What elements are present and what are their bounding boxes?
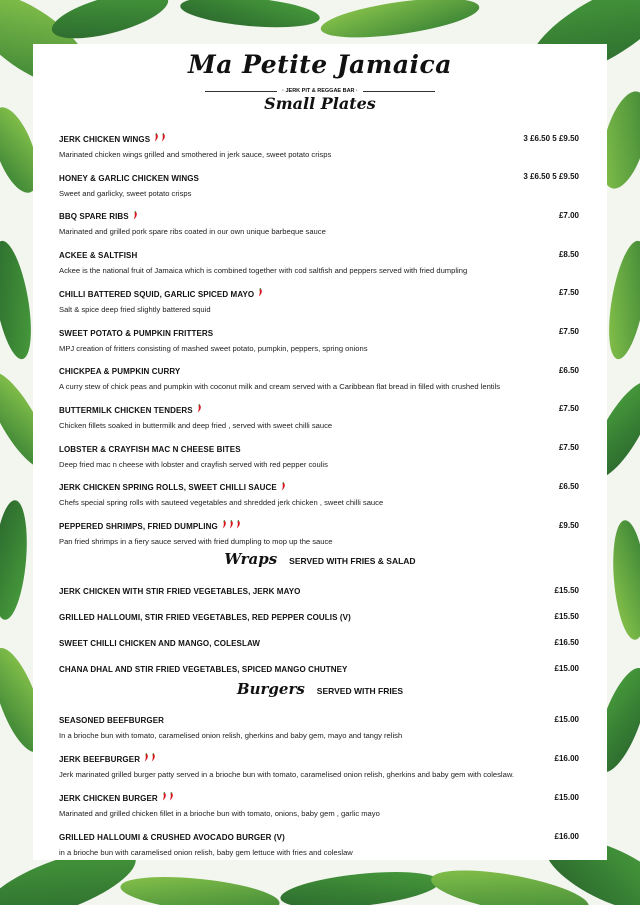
chili-pepper-icon [143,753,149,762]
menu-item-name-wrap [59,710,164,728]
menu-item [59,659,579,677]
menu-item [59,607,579,625]
wraps-subtitle: SERVED WITH FRIES & SALAD [289,556,416,566]
spice-level [280,482,286,491]
menu-item-name: JERK CHICKEN BURGER [59,794,158,803]
menu-item-name: GRILLED HALLOUMI, STIR FRIED VEGETABLES, RED PEPPER COULIS (V) [59,613,351,622]
menu-item-price: £15.50 [554,611,579,621]
menu-item-description: In a brioche bun with tomato, caramelised onion relish, gherkins and baby gem, mayo and tangy relish [59,731,403,740]
menu-item-name: CHANA DHAL AND STIR FRIED VEGETABLES, SPICED MANGO CHUTNEY [59,665,348,674]
menu-item-name-wrap [59,245,137,263]
menu-item-description: Pan fried shrimps in a fiery sauce served with fried dumpling to mop up the sauce [59,537,333,546]
divider [363,91,435,92]
menu-card [33,44,607,860]
menu-item [59,633,579,651]
menu-item-header [59,168,579,186]
menu-item-name: HONEY & GARLIC CHICKEN WINGS [59,173,199,183]
menu-item-name-wrap [59,439,241,457]
menu-item-name-wrap [59,607,351,625]
menu-item-header [59,439,579,457]
burgers-subtitle: SERVED WITH FRIES [316,686,404,696]
menu-item-price: £16.00 [554,831,579,841]
menu-item-description: MPJ creation of fritters consisting of mashed sweet potato, pumpkin, peppers, spring onions [59,343,368,353]
menu-item-name: JERK BEEFBURGER [59,755,141,764]
menu-item-description: Deep fried mac n cheese with lobster and crayfish served with red pepper coulis [59,459,328,469]
spice-level [143,753,156,762]
menu-item [59,477,579,507]
menu-item-name: ACKEE & SALTFISH [59,251,138,261]
menu-item-name-wrap [59,400,202,418]
menu-item-price: £15.50 [554,585,579,595]
spice-level [196,404,202,413]
menu-item-header [59,361,579,379]
menu-item [59,516,579,546]
wraps-header [33,550,607,568]
menu-item [59,129,579,159]
spice-level [132,211,138,220]
divider [205,91,277,92]
chili-pepper-icon [132,211,138,220]
menu-item-name: CHILLI BATTERED SQUID, GARLIC SPICED MAYO [59,289,255,299]
menu-item-description: Marinated and grilled chicken fillet in a brioche bun with tomato, onions, baby gem , garlic mayo [59,809,380,818]
menu-item-name: GRILLED HALLOUMI & CRUSHED AVOCADO BURGER (V) [59,833,285,842]
menu-item-name: LOBSTER & CRAYFISH MAC N CHEESE BITES [59,444,241,454]
menu-item-name: SWEET CHILLI CHICKEN AND MANGO, COLESLAW [59,639,261,648]
menu-item-description: Salt & spice deep fried slightly battered squid [59,304,211,314]
menu-item-name-wrap [59,827,285,845]
menu-item-price: £7.50 [558,327,579,336]
menu-item-name-wrap [59,633,260,651]
menu-item-name-wrap [59,477,286,495]
menu-item-name-wrap [59,284,263,302]
menu-item-price: £7.00 [558,210,579,220]
chili-pepper-icon [168,792,174,801]
menu-item-price: 3 £6.50 5 £9.50 [523,133,579,143]
menu-item-description: Chicken fillets soaked in buttermilk and deep fried , served with sweet chilli sauce [59,420,333,430]
menu-item-header [59,607,579,625]
menu-item-header [59,477,579,495]
chili-pepper-icon [196,404,202,413]
menu-item-header [59,788,579,806]
menu-item [59,245,579,275]
menu-item-header [59,710,579,728]
menu-item-price: £8.50 [558,249,579,259]
menu-item [59,284,579,314]
menu-item-description: in a brioche bun with caramelised onion relish, baby gem lettuce with fries and coleslaw [59,848,353,857]
menu-item-header [59,749,579,767]
burgers-header [33,680,607,698]
menu-item-price: £6.50 [558,365,579,375]
chili-pepper-icon [257,288,263,297]
menu-item-header [59,633,579,651]
menu-item-description: Marinated chicken wings grilled and smothered in jerk sauce, sweet potato crisps [59,150,332,159]
menu-item-price: £15.00 [554,663,579,673]
section-title-small-plates: Small Plates [264,94,376,113]
menu-item [59,710,579,740]
menu-item-name-wrap [59,323,213,341]
menu-item-description: Ackee is the national fruit of Jamaica which is combined together with cod saltfish and peppers served with fried dumpling [59,266,468,276]
chili-pepper-icon [235,520,241,529]
menu-item-name: JERK CHICKEN WITH STIR FRIED VEGETABLES, JERK MAYO [59,587,301,596]
chili-pepper-icon [221,520,227,529]
menu-item-name: JERK CHICKEN WINGS [59,135,151,144]
menu-item-price: £7.50 [558,404,579,414]
menu-item [59,749,579,779]
chili-pepper-icon [161,792,167,801]
section-title-burgers: Burgers [236,680,305,698]
menu-item-name-wrap [59,749,156,767]
menu-item-name-wrap [59,361,180,379]
menu-item-header [59,581,579,599]
menu-item-header [59,516,579,534]
section-title-wraps: Wraps [224,550,278,568]
menu-item-price: £16.50 [554,637,579,647]
menu-item-name: JERK CHICKEN SPRING ROLLS, SWEET CHILLI SAUCE [59,483,277,493]
chili-pepper-icon [153,133,159,142]
menu-item [59,581,579,599]
menu-item-header [59,206,579,224]
menu-item-price: £15.00 [554,714,579,724]
menu-item-header [59,245,579,263]
menu-item [59,168,579,198]
menu-item [59,827,579,857]
spice-level [257,288,263,297]
menu-item-name: SWEET POTATO & PUMPKIN FRITTERS [59,328,214,338]
menu-item-name-wrap [59,206,138,224]
spice-level [221,520,241,529]
menu-item-header [59,284,579,302]
menu-item-name: BBQ SPARE RIBS [59,212,129,222]
menu-item-description: Marinated and grilled pork spare ribs coated in our own unique barbeque sauce [59,227,326,237]
spice-level [153,133,166,142]
menu-item-description: Sweet and garlicky, sweet potato crisps [59,188,192,198]
menu-item-price: £7.50 [558,443,579,453]
restaurant-logo: Ma Petite Jamaica [188,50,452,79]
menu-item [59,206,579,236]
menu-item-header [59,400,579,418]
chili-pepper-icon [150,753,156,762]
menu-item-name-wrap [59,659,347,677]
menu-item-description: A curry stew of chick peas and pumpkin with coconut milk and cream served with a Caribbean flat bread in filled with crushed lentils [59,382,501,392]
chili-pepper-icon [228,520,234,529]
menu-item-price: £15.00 [554,792,579,802]
menu-item-price: £16.00 [554,753,579,763]
menu-item-header [59,659,579,677]
spice-level [161,792,174,801]
menu-item-name: PEPPERED SHRIMPS, FRIED DUMPLING [59,522,218,531]
chili-pepper-icon [160,133,166,142]
menu-item-name: CHICKPEA & PUMPKIN CURRY [59,367,181,377]
menu-item-price: £7.50 [558,288,579,298]
menu-item [59,439,579,469]
menu-item-name: SEASONED BEEFBURGER [59,716,165,725]
menu-item-price: 3 £6.50 5 £9.50 [523,172,579,182]
menu-item-price: £6.50 [558,481,579,491]
menu-item-description: Jerk marinated grilled burger patty served in a brioche bun with tomato, caramelised onion relish, gherkins and baby gem with coleslaw. [59,770,515,779]
menu-item [59,400,579,430]
menu-item-header [59,129,579,147]
menu-item-name-wrap [59,129,166,147]
menu-item [59,323,579,353]
menu-item-name-wrap [59,788,174,806]
menu-item-price: £9.50 [558,520,579,530]
menu-item-header [59,827,579,845]
menu-item-name: BUTTERMILK CHICKEN TENDERS [59,405,193,415]
menu-item-description: Chefs special spring rolls with sauteed vegetables and shredded jerk chicken , sweet chilli sauce [59,498,384,508]
menu-item-header [59,323,579,341]
tagline: · JERK PIT & REGGAE BAR · [282,88,358,94]
menu-item [59,361,579,391]
menu-item-name-wrap [59,168,199,186]
menu-item [59,788,579,818]
chili-pepper-icon [280,482,286,491]
menu-item-name-wrap [59,581,300,599]
menu-item-name-wrap [59,516,241,534]
